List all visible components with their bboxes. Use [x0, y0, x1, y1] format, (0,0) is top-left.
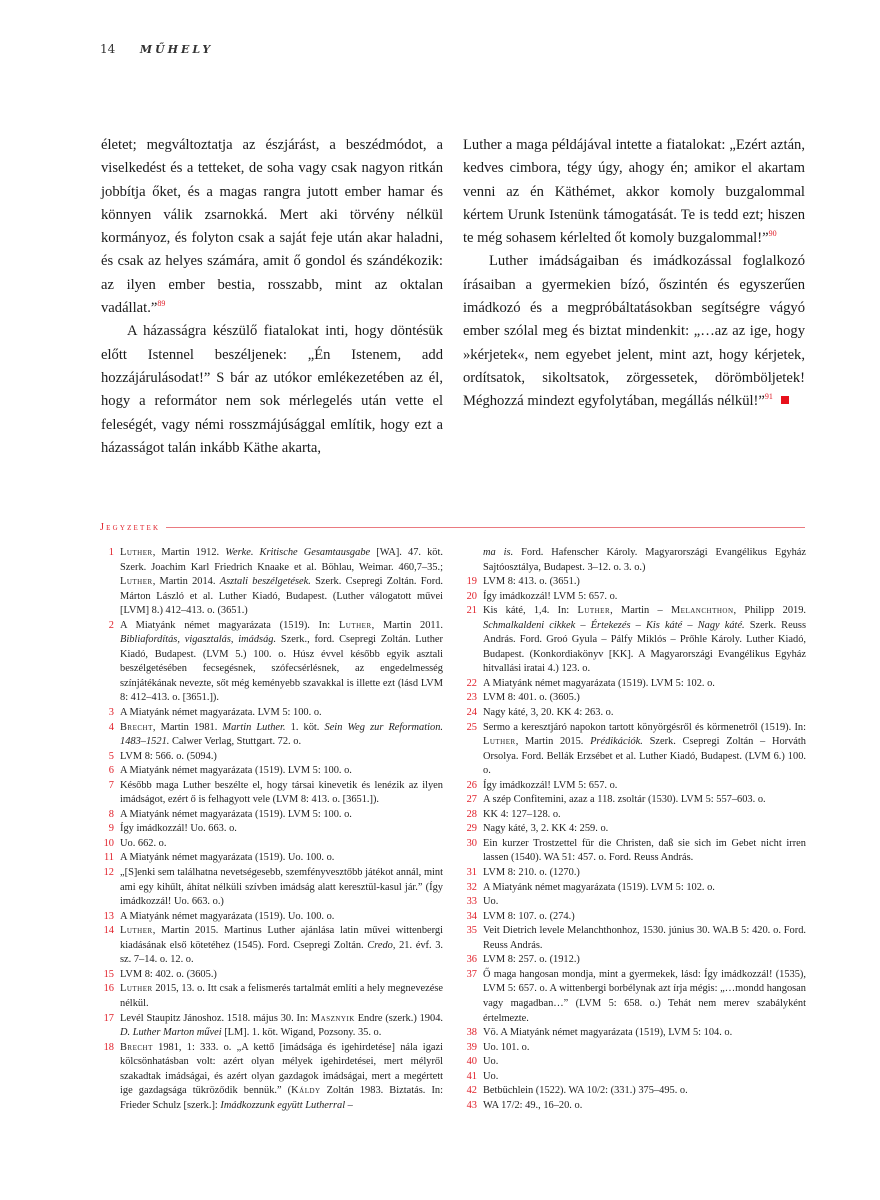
note-number: 40 — [466, 1056, 477, 1068]
note-text: KK 4: 127–128. o. — [483, 808, 561, 820]
paragraph-text: Luther a maga példájával intette a fiatalokat: „Ezért aztán, kedves cimbora, tégy úgy, ahogy én; amikor el akartam venni az én Käthémet, akkor komoly buzgalommal kértem Urunk Istenünk támogatását. Te is tedd ezt; hiszen te még sohasem kérlelted őt komoly buzgalommal!” — [463, 137, 805, 247]
note-text: A Miatyánk német magyarázata (1519). LVM 5: 102. o. — [483, 677, 715, 689]
note-text: A Miatyánk német magyarázata (1519). Uo. 100. o. — [120, 910, 335, 922]
note-item — [463, 1055, 806, 1070]
note-number: 16 — [103, 983, 114, 995]
note-text: Kis káté, 1,4. In: Luther, Martin – Melanchthon, Philipp 2019. Schmalkaldeni cikkek – Értekezés – Kis káté – Nagy káté. Szerk. Reuss András. Ford. Groó Gyula – Pálfy Miklós – Prőhle Károly. Luther Kiadó, Budapest. (Konkordiakönyv [KK]. A Magyarországi Evangélikus Egyház hitvallási iratai 4.) 123. o. — [483, 605, 807, 675]
notes-rule-divider — [166, 527, 805, 528]
note-item — [100, 764, 443, 779]
note-item — [100, 1041, 443, 1114]
note-item — [463, 575, 806, 590]
note-text: LVM 8: 210. o. (1270.) — [483, 867, 580, 879]
note-number: 4 — [108, 721, 114, 733]
author-name-smallcaps: Luther — [577, 605, 611, 617]
note-text: WA 17/2: 49., 16–20. o. — [483, 1099, 583, 1111]
note-item — [100, 808, 443, 823]
note-item — [100, 866, 443, 910]
note-item-continuation — [463, 546, 806, 575]
note-text: Uo. 101. o. — [483, 1041, 530, 1053]
note-number: 20 — [466, 590, 477, 602]
author-name-smallcaps: Brecht — [120, 721, 153, 733]
section-title: MŰHELY — [139, 43, 214, 56]
note-number: 22 — [466, 677, 477, 689]
author-name-smallcaps: Káldy — [291, 1085, 321, 1097]
note-number: 32 — [466, 881, 477, 893]
footnote-reference[interactable]: 89 — [157, 299, 166, 309]
note-item — [100, 750, 443, 765]
note-item — [463, 1099, 806, 1114]
note-number: 19 — [466, 576, 477, 588]
note-text: Uo. — [483, 1070, 499, 1082]
author-name-smallcaps: Luther — [120, 983, 153, 995]
note-text: Ein kurzer Trostzettel für die Christen, daß sie sich im Gebet nicht irren lassen (1540). WA 51: 457. o. Ford. Reuss András. — [483, 837, 806, 864]
italic-title: Credo, — [367, 939, 396, 951]
note-item — [463, 1070, 806, 1085]
note-item — [463, 677, 806, 692]
note-item — [100, 851, 443, 866]
note-text: Luther, Martin 1912. Werke. Kritische Gesamtausgabe [WA]. 47. köt. Szerk. Joachim Karl Friedrich Knaake et al. Böhlau, Weimar. 460,7–35.; Luther, Martin 2014. Asztali beszélgetések. Szerk. Csepregi Zoltán. Ford. Márton László et al. Luther Kiadó, Budapest. (Luther válogatott művei [LVM] 8.) 412–413. o. (3651.) — [120, 547, 444, 617]
note-item — [100, 619, 443, 706]
note-item — [463, 590, 806, 605]
note-number: 41 — [466, 1070, 477, 1082]
author-name-smallcaps: Luther — [483, 736, 516, 748]
note-item — [463, 895, 806, 910]
author-name-smallcaps: Luther — [120, 547, 153, 558]
note-text: Nagy káté, 3, 20. KK 4: 263. o. — [483, 707, 614, 719]
body-paragraph — [463, 134, 805, 250]
note-item — [463, 1041, 806, 1056]
note-number: 38 — [466, 1027, 477, 1039]
end-of-article-square-icon — [781, 396, 789, 404]
paragraph-text: A házasságra készülő fiatalokat inti, hogy döntésük előtt Istennel beszéljenek: „Én Istenem, add hozzájárulásodat!” S bár az utókor emlékezetében az él, hogy a reformátor nem sok mérlegelés után vette el feleségét, vagy némi rosszmájúsággal említik, hogy ezt a házasságot talán inkább Käthe akarta, — [101, 323, 443, 456]
footnote-reference[interactable]: 91 — [764, 392, 773, 402]
note-text: „[S]enki sem találhatna nevetségesebb, szemfényvesztőbb játékot annál, mint ami egy kihűlt, áhítat nélküli szívben imádság alatt keresztül-kasul jár.” (Így imádkozzál! Uo. 663. o.) — [120, 867, 443, 908]
note-text: Ő maga hangosan mondja, mint a gyermekek, lásd: Így imádkozzál! (1535), LVM 5: 657. o. A wittenbergi borbélynak azt írja mégis: „…mondd hangosan vagy magadban…” (LVM 5: 658. o.) Tehát nem merev szabályként értelmezte. — [483, 968, 806, 1024]
paragraph-text: életet; megváltoztatja az észjárást, a beszédmódot, a viselkedést és a tetteket, de soha vagy csak nagyon ritkán jobbítja őket, és a magas rangra jutott ember hamar és könnyen válik zsarnokká. Mert aki törvény nélkül kormányoz, és folyton csak a saját feje után akar haladni, és csak az helyes számára, amit ő gondol és szándékozik: az ilyen ember bestia, rosszabb, mint az oktalan vadállat.” — [101, 137, 443, 317]
note-item — [463, 953, 806, 968]
note-number: 10 — [103, 837, 114, 849]
body-paragraph — [463, 250, 805, 413]
note-number: 3 — [108, 707, 114, 719]
note-item — [463, 924, 806, 953]
note-text: LVM 8: 402. o. (3605.) — [120, 968, 217, 980]
note-number: 12 — [103, 867, 114, 879]
note-number: 43 — [466, 1099, 477, 1111]
note-text: A Miatyánk német magyarázata (1519). In: Luther, Martin 2011. Bibliafordítás, vigasztalás, imádság. Szerk., ford. Csepregi Zoltán. Luther Kiadó, Budapest. (LVM 5.) 100. o. Húsz évvel később egyik asztali beszélgetésében fecsegésnek, szófecsérlésnek, az engedelmesség színjátékának nevezte, sőt még keményebb szavakkal is illette ezt (lásd LVM 8: 412–413. o. [3651.]). — [120, 619, 444, 704]
italic-title: Martin Luther. — [222, 721, 286, 733]
note-number: 28 — [466, 808, 477, 820]
note-text: Nagy káté, 3, 2. KK 4: 259. o. — [483, 823, 609, 835]
note-item — [100, 546, 443, 619]
note-item — [100, 968, 443, 983]
note-number: 8 — [108, 808, 114, 820]
author-name-smallcaps: Luther — [120, 925, 153, 937]
note-text: Luther 2015, 13. o. Itt csak a felismerés tartalmát említi a hely megnevezése nélkül. — [120, 983, 443, 1009]
notes-column-left — [100, 546, 443, 1113]
note-item — [100, 1012, 443, 1041]
body-column-left — [101, 134, 443, 460]
note-text: A szép Confitemini, azaz a 118. zsoltár (1530). LVM 5: 557–603. o. — [483, 794, 766, 806]
note-text: Luther, Martin 2015. Martinus Luther ajánlása latin művei wittenbergi kiadásának első kötetéhez (1545). Ford. Csepregi Zoltán. Credo, 21. évf. 3. sz. 7–14. o. 12. o. — [120, 925, 443, 966]
author-name-smallcaps: Masznyik — [310, 1012, 355, 1024]
notes-heading-label: Jegyzetek — [100, 522, 161, 533]
running-head — [100, 42, 213, 56]
note-item — [463, 881, 806, 896]
note-number: 6 — [108, 765, 114, 777]
note-number: 2 — [108, 619, 114, 631]
note-text: LVM 8: 401. o. (3605.) — [483, 692, 580, 704]
note-item — [100, 822, 443, 837]
notes-column-right — [463, 546, 806, 1113]
note-item — [463, 866, 806, 881]
note-text: Betbüchlein (1522). WA 10/2: (331.) 375–495. o. — [483, 1085, 688, 1097]
italic-title: Asztali beszélgetések. — [219, 576, 311, 588]
italic-title: Imádkozzunk együtt Lutherral – — [220, 1099, 353, 1111]
note-item — [463, 822, 806, 837]
note-text: A Miatyánk német magyarázata. LVM 5: 100. o. — [120, 707, 322, 719]
note-text: Sermo a keresztjáró napokon tartott könyörgésről és körmenetről (1519). In: Luther, Martin 2015. Prédikációk. Szerk. Csepregi Zoltán – Horváth Orsolya. Ford. Bellák Erzsébet et al. Luther Kiadó, Budapest. (LVM 6.) 100. o. — [483, 721, 806, 777]
footnote-reference[interactable]: 90 — [768, 229, 777, 239]
note-text: LVM 8: 107. o. (274.) — [483, 910, 575, 922]
note-number: 25 — [466, 721, 477, 733]
note-item — [100, 910, 443, 925]
note-item — [463, 721, 806, 779]
note-number: 26 — [466, 779, 477, 791]
body-paragraph — [101, 134, 443, 320]
note-item — [463, 1026, 806, 1041]
note-item — [463, 1084, 806, 1099]
note-text: LVM 8: 566. o. (5094.) — [120, 750, 217, 762]
note-number: 15 — [103, 968, 114, 980]
note-text: Uo. — [483, 896, 499, 908]
note-item — [463, 706, 806, 721]
note-number: 13 — [103, 910, 114, 922]
italic-title: Prédikációk. — [590, 736, 643, 748]
note-text: A Miatyánk német magyarázata (1519). Uo. 100. o. — [120, 852, 335, 864]
note-text: Levél Staupitz Jánoshoz. 1518. május 30. In: Masznyik Endre (szerk.) 1904. D. Luther Marton művei [LM]. 1. köt. Wigand, Pozsony. 35. o. — [120, 1012, 443, 1039]
note-number: 27 — [466, 794, 477, 806]
note-item — [100, 779, 443, 808]
note-text: Uo. 662. o. — [120, 837, 167, 849]
note-number: 42 — [466, 1085, 477, 1097]
note-text: LVM 8: 257. o. (1912.) — [483, 954, 580, 966]
note-text: Vö. A Miatyánk német magyarázata (1519), LVM 5: 104. o. — [483, 1027, 733, 1039]
note-text: ma is. Ford. Hafenscher Károly. Magyarországi Evangélikus Egyház Sajtóosztálya, Budapest. 3–12. o. 3. o.) — [483, 547, 807, 573]
note-text: Később maga Luther beszélte el, hogy társai kinevetik és lenézik az ilyen imádságot, ezért ő is felhagyott vele (LVM 8: 413. o. [3651.]). — [120, 779, 443, 806]
note-item — [100, 721, 443, 750]
note-item — [463, 779, 806, 794]
note-text: Így imádkozzál! LVM 5: 657. o. — [483, 779, 618, 791]
body-column-right — [463, 134, 805, 414]
note-number: 29 — [466, 823, 477, 835]
note-number: 11 — [103, 852, 114, 864]
author-name-smallcaps: Luther — [338, 619, 372, 631]
note-text: A Miatyánk német magyarázata (1519). LVM 5: 102. o. — [483, 881, 715, 893]
note-item — [463, 691, 806, 706]
body-paragraph — [101, 320, 443, 460]
note-text: Így imádkozzál! LVM 5: 657. o. — [483, 590, 618, 602]
note-text: Brecht 1981, 1: 333. o. „A kettő [imádsága és igehirdetése] nála igazi kölcsönhatásban volt: azért olyan mélyek igehirdetései, mert mélyről szakadtak imádságai, és azért olyan gazdagok imádságai, mert a megértett ige gazdagsága tükröződik bennük.” (Káldy Zoltán 1983. Biztatás. In: Frieder Schulz [szerk.]: Imádkozzunk együtt Lutherral – — [120, 1041, 443, 1111]
note-item — [100, 924, 443, 968]
note-number: 24 — [466, 707, 477, 719]
page-number: 14 — [100, 42, 116, 56]
note-number: 23 — [466, 692, 477, 704]
note-item — [100, 706, 443, 721]
note-text: Veit Dietrich levele Melanchthonhoz, 1530. június 30. WA.B 5: 420. o. Ford. Reuss András. — [483, 925, 806, 951]
note-number: 9 — [108, 823, 114, 835]
note-number: 18 — [103, 1041, 114, 1053]
note-item — [463, 837, 806, 866]
note-number: 33 — [466, 896, 477, 908]
note-text: Így imádkozzál! Uo. 663. o. — [120, 823, 237, 835]
italic-title: Bibliafordítás, vigasztalás, imádság. — [120, 634, 277, 646]
note-number: 5 — [108, 750, 114, 762]
note-number: 21 — [466, 605, 477, 617]
note-number: 30 — [466, 837, 477, 849]
note-number: 36 — [466, 954, 477, 966]
note-item — [463, 793, 806, 808]
note-item — [100, 982, 443, 1011]
note-number: 31 — [466, 867, 477, 879]
note-item — [463, 968, 806, 1026]
note-item — [463, 604, 806, 677]
note-number: 37 — [466, 968, 477, 980]
note-text: A Miatyánk német magyarázata (1519). LVM 5: 100. o. — [120, 808, 352, 820]
note-text: Brecht, Martin 1981. Martin Luther. 1. köt. Sein Weg zur Reformation. 1483–1521. Calwer Verlag, Stuttgart. 72. o. — [120, 721, 443, 748]
note-text: A Miatyánk német magyarázata (1519). LVM 5: 100. o. — [120, 765, 352, 777]
note-number: 39 — [466, 1041, 477, 1053]
note-number: 7 — [108, 779, 114, 791]
note-number: 34 — [466, 910, 477, 922]
italic-title: Sein Weg zur Reformation. 1483–1521. — [120, 721, 443, 748]
note-text: Uo. — [483, 1056, 499, 1068]
italic-title: ma is. — [483, 547, 514, 558]
note-number: 17 — [103, 1012, 114, 1024]
note-text: LVM 8: 413. o. (3651.) — [483, 576, 580, 588]
author-name-smallcaps: Brecht — [120, 1041, 153, 1053]
note-item — [463, 910, 806, 925]
author-name-smallcaps: Melanchthon — [670, 605, 734, 617]
note-number: 35 — [466, 925, 477, 937]
paragraph-text: Luther imádságaiban és imádkozással foglalkozó írásaiban a gyermekien bízó, őszintén és egyszerűen imádkozó és a megpróbáltatásokban segítségre vágyó ember szólal meg és biztat mindenkit: „…az az ige, hogy »kérjetek«, nem egyebet jelent, mint azt, hogy kérjetek, ordítsatok, sikoltsatok, zörgessetek, dörömböljetek! Méghozzá mindezt egyfolytában, megállás nélkül!” — [463, 253, 805, 410]
note-number: 1 — [108, 547, 114, 558]
italic-title: Werke. Kritische Gesamtausgabe — [225, 547, 371, 558]
author-name-smallcaps: Luther — [120, 576, 153, 588]
italic-title: D. Luther Marton művei — [120, 1027, 222, 1039]
note-number: 14 — [103, 925, 114, 937]
note-item — [463, 808, 806, 823]
note-item — [100, 837, 443, 852]
italic-title: Schmalkaldeni cikkek – Értekezés – Kis káté – Nagy káté. — [483, 619, 745, 631]
notes-heading — [100, 522, 805, 533]
